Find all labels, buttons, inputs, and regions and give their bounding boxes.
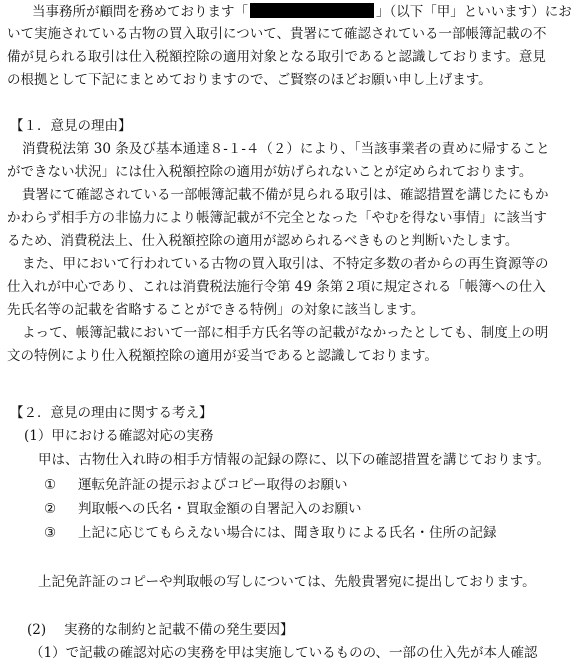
section2-sub2-number: (2) [27,622,47,638]
section2-sub1-intro: 甲は、古物仕入れ時の相手方情報の記録の際に、以下の確認措置を講じております。 [38,452,550,468]
section1-p2-line3: るため、消費税法上、仕入税額控除の適用が認められるべきものと判断いたします。 [7,233,519,249]
section1-p3-line1: また、甲において行われている古物の買入取引は、不特定多数の者からの再生資源等の [22,256,549,272]
intro-line-4: の根拠として下記にまとめておりますので、ご賢察のほどお願い申し上げます。 [7,72,492,88]
section1-p1-line1: 消費税法第 30 条及び基本通達８-１-４（２）により、「当該事業者の責めに帰すること [22,141,550,157]
section2-sub2-line1: （1）で記載の確認対応の実務を甲は実施しているものの、一部の仕入先が本人確認 [30,645,538,661]
intro-line-1-after: 」（以下「甲」といいます）にお [376,4,572,20]
list-item-1-text: 運転免許証の提示およびコピー取得のお願い [78,477,348,493]
intro-line-2: いて実施されている古物の買入取引について、貴署にて確認されている一部帳簿記載の不 [7,26,547,42]
section2-sub1-heading: (1）甲における確認対応の実務 [24,428,214,444]
list-item-1-number: ① [44,477,57,493]
section1-p3-line2: 仕入れが中心であり、これは消費税法施行令第 49 条第２項に規定される「帳簿への仕入 [7,279,546,295]
section1-p2-line2: かわらず相手方の非協力により帳簿記載が不完全となった「やむを得ない事情」に該当す [7,210,547,226]
redaction-box [250,3,374,18]
intro-line-1 [32,3,572,21]
list-item-2-number: ② [44,501,57,517]
section2-sub1-note: 上記免許証のコピーや判取帳の写しについては、先般貴署宛に提出しております。 [38,574,536,590]
section1-p2-line1: 貴署にて確認されている一部帳簿記載不備が見られる取引は、確認措置を講じたにもか [22,187,549,203]
section2-sub2-heading: 実務的な制約と記載不備の発生要因】 [64,622,294,638]
intro-line-3: 備が見られる取引は仕入税額控除の適用対象となる取引であると認識しております。意見 [7,49,546,65]
section1-heading: 【１．意見の理由】 [10,118,132,134]
section1-p3-line3: 先氏名等の記載を省略することができる特例」の対象に該当します。 [7,302,425,318]
list-item-2-text: 判取帳への氏名・買取金額の自署記入のお願い [78,501,362,517]
section1-p1-line2: ができない状況」には仕入税額控除の適用が妨げられないことが定められております。 [7,164,533,180]
section2-heading: 【２．意見の理由に関する考え】 [10,405,213,421]
section1-p4-line2: 文の特例により仕入税額控除の適用が妥当であると認識しております。 [7,348,438,364]
section1-p4-line1: よって、帳簿記載において一部に相手方氏名等の記載がなかったとしても、制度上の明 [22,325,549,341]
intro-line-1-before: 当事務所が顧問を務めております「 [32,4,248,20]
list-item-3-number: ③ [44,525,57,541]
list-item-3-text: 上記に応じてもらえない場合には、聞き取りによる氏名・住所の記録 [78,525,497,541]
